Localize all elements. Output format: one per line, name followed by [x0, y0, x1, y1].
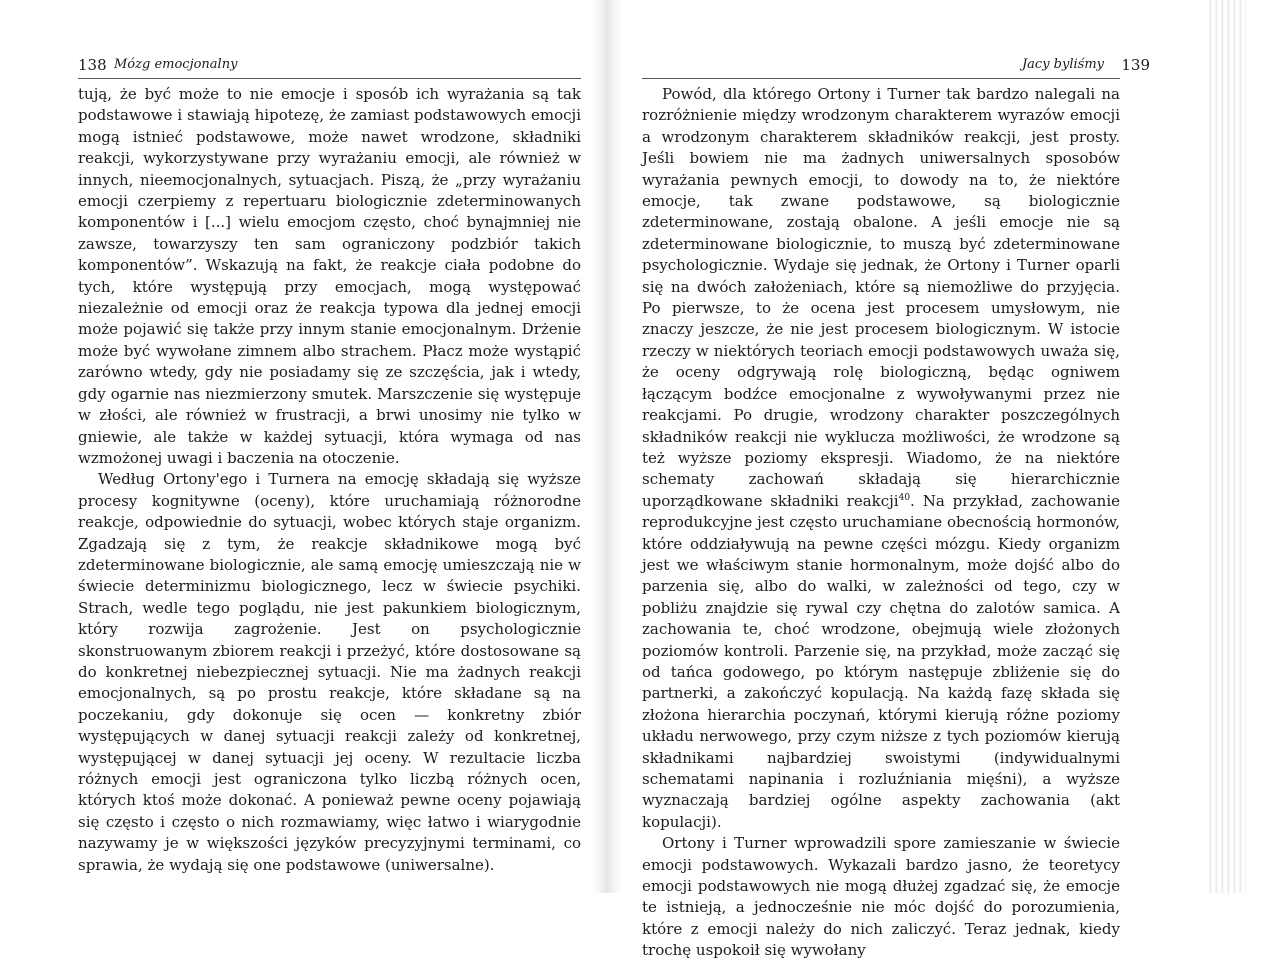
- paragraph: tują, że być może to nie emocje i sposób ich wyrażania są tak podstawowe i stawiają hipotezę, że zamiast podstawowych emocji mogą istnieć podstawowe, może nawet wrodzone, składniki reakcji, wykorzystywane przy wyrażaniu emocji, ale również w innych, nieemocjonalnych, sytuacjach. Piszą, że „przy wyrażaniu emocji czerpiemy z repertuaru biologicznie zdeterminowanych komponentów i [...] wielu emocjom często, choć bynajmniej nie zawsze, towarzyszy ten sam ograniczony podzbiór takich komponentów”. Wskazują na fakt, że reakcje ciała podobne do tych, które występują przy emocjach, mogą występować niezależnie od emocji oraz że reakcja typowa dla jednej emocji może pojawić się także przy innym stanie emocjonalnym. Drżenie może być wywołane zimnem albo strachem. Płacz może wystąpić zarówno wtedy, gdy nie posiadamy się ze szczęścia, jak i wtedy, gdy ogarnie nas niezmierzony smutek. Marszczenie się występuje w złości, ale również w frustracji, a brwi unosimy nie tylko w gniewie, ale także w każdej sytuacji, która wymaga od nas wzmożonej uwagi i baczenia na otoczenie.: [78, 85, 581, 467]
- page-number: 139: [1121, 56, 1150, 74]
- paragraph: [642, 84, 1120, 833]
- paragraph: Według Ortony'ego i Turnera na emocję składają się wyższe procesy kognitywne (oceny), które uruchamiają różnorodne reakcje, odpowiednie do sytuacji, wobec których staje organizm. Zgadzają się z tym, że reakcje składnikowe mogą być zdeterminowane biologicznie, ale samą emocję umieszczają nie w świecie determinizmu biologicznego, lecz w świecie psychiki. Strach, wedle tego poglądu, nie jest pakunkiem biologicznym, który rozwija zagrożenie. Jest on psychologicznie skonstruowanym zbiorem reakcji i przeżyć, które dostosowane są do konkretnej niebezpiecznej sytuacji. Nie ma żadnych reakcji emocjonalnych, są po prostu reakcje, które składane są na poczekaniu, gdy dokonuje się ocen — konkretny zbiór występujących w danej sytuacji reakcji zależy od konkretnej, występującej w danej sytuacji jej oceny. W rezultacie liczba różnych emocji jest ograniczona tylko liczbą różnych ocen, których ktoś może dokonać. A ponieważ pewne oceny pojawiają się często i często o nich rozmawiamy, więc łatwo i wiarygodnie nazywamy je w większości języków precyzyjnymi terminami, co sprawia, że wydają się one podstawowe (uniwersalne).: [78, 470, 581, 874]
- left-body-text: [78, 84, 581, 876]
- paragraph-text: Powód, dla którego Ortony i Turner tak bardzo nalegali na rozróżnienie między wrodzonym charakterem wyrazów emocji a wrodzonym charakterem składników reakcji, jest prosty. Jeśli bowiem nie ma żadnych uniwersalnych sposobów wyrażania pewnych emocji, to dowody na to, że niektóre emocje, tak zwane podstawowe, są biologicznie zdeterminowane, zostają obalone. A jeśli emocje nie są zdeterminowane biologicznie, to muszą być zdeterminowane psychologicznie. Wydaje się jednak, że Ortony i Turner oparli się na dwóch założeniach, które są niemożliwe do przyjęcia. Po pierwsze, to że ocena jest procesem umysłowym, nie znaczy jeszcze, że nie jest procesem biologicznym. W istocie rzeczy w niektórych teoriach emocji podstawowych uważa się, że oceny odgrywają rolę biologiczną, będąc ogniwem łączącym bodźce emocjonalne z wywoływanymi przez nie reakcjami. Po drugie, wrodzony charakter poszczególnych składników reakcji nie wyklucza możliwości, że wrodzone są też wyższe poziomy ekspresji. Wiadomo, że na niektóre schematy zachowań składają się hierarchicznie uporządkowane składniki reakcji: [642, 85, 1120, 510]
- left-running-header: [78, 56, 578, 78]
- left-page: [0, 0, 600, 893]
- running-title: Mózg emocjonalny: [114, 57, 238, 72]
- right-body-text: [642, 84, 1120, 962]
- header-rule: [642, 78, 1120, 79]
- page-edge-stack: [1206, 0, 1246, 893]
- right-running-header: [642, 56, 1150, 78]
- right-page: [610, 0, 1190, 960]
- header-rule: [78, 78, 581, 79]
- paragraph: Ortony i Turner wprowadzili spore zamieszanie w świecie emocji podstawowych. Wykazali bardzo jasno, że teoretycy emocji podstawowych nie mogą dłużej zgadzać się, że emocje te istnieją, a jednocześnie nie móc dojść do porozumienia, które z emocji należy do nich zaliczyć. Teraz jednak, kiedy trochę uspokoił się wywołany: [642, 834, 1120, 960]
- paragraph-text: . Na przykład, zachowanie reprodukcyjne jest często uruchamiane obecnością hormonów, które oddziaływują na pewne części mózgu. Kiedy organizm jest we właściwym stanie hormonalnym, może dojść albo do parzenia się, albo do walki, w zależności od tego, czy w pobliżu znajdzie się rywal czy chętna do zalotów samica. A zachowania te, choć wrodzone, obejmują wiele złożonych poziomów kontroli. Parzenie się, na przykład, może zacząć się od tańca godowego, po którym następuje zbliżenie się do partnerki, a zakończyć kopulacją. Na każdą fazę składa się złożona hierarchia poczynań, którymi kierują różne poziomy układu nerwowego, przy czym niższe z tych poziomów kierują składnikami najbardziej swoistymi (indywidualnymi schematami napinania i rozluźniania mięśni), a wyższe wyznaczają bardziej ogólne aspekty zachowania (akt kopulacji).: [642, 491, 1120, 831]
- page-number: 138: [78, 56, 107, 74]
- footnote-marker: 40: [898, 492, 911, 503]
- running-title: Jacy byliśmy: [1021, 57, 1104, 72]
